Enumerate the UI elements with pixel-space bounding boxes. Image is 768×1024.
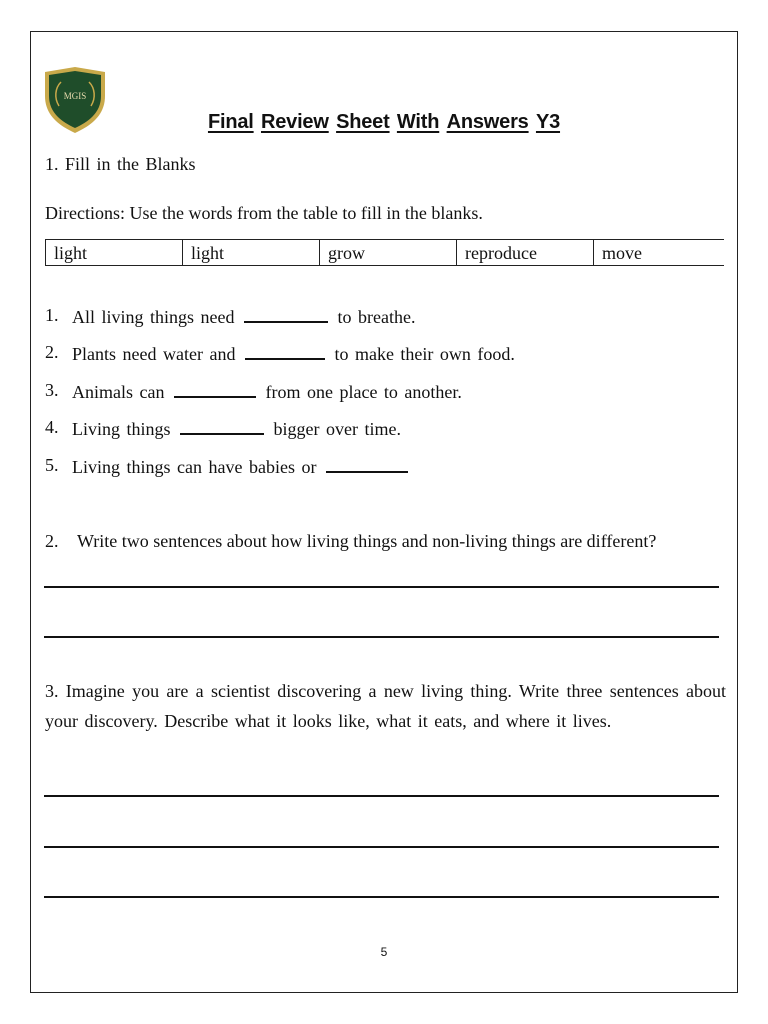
directions-text: Directions: Use the words from the table to fill in the blanks. [45, 203, 483, 223]
word-bank-table [45, 239, 724, 266]
question-text: All living things need [72, 307, 235, 327]
question-text: Living things can have babies or [72, 457, 317, 477]
answer-line[interactable] [44, 636, 719, 638]
question-2 [72, 342, 515, 365]
question-5 [72, 455, 411, 478]
section-1-heading: 1. Fill in the Blanks [45, 154, 196, 174]
question-3 [72, 380, 462, 403]
page-border [30, 31, 738, 993]
word-bank-cell: light [183, 240, 320, 266]
question-number: 3. [45, 380, 59, 400]
title-word: Final [207, 111, 254, 133]
answer-blank[interactable] [245, 342, 325, 360]
answer-line[interactable] [44, 795, 719, 797]
question-text: bigger over time. [273, 419, 401, 439]
answer-line[interactable] [44, 846, 719, 848]
question-text: to breathe. [337, 307, 416, 327]
question-text: from one place to another. [265, 382, 462, 402]
question-number: 2. [45, 342, 59, 362]
title-word: Sheet [336, 111, 390, 133]
section-2-question: Write two sentences about how living things and non-living things are different? [77, 531, 657, 551]
question-text: to make their own food. [334, 344, 515, 364]
title-word: With [396, 111, 440, 133]
page-title [0, 111, 768, 134]
answer-blank[interactable] [326, 455, 408, 473]
word-bank-cell: move [594, 240, 725, 266]
question-text: Animals can [72, 382, 165, 402]
answer-blank[interactable] [180, 417, 264, 435]
page-number: 5 [380, 945, 388, 959]
word-bank-cell: grow [320, 240, 457, 266]
word-bank-cell: light [46, 240, 183, 266]
title-word: Review [260, 111, 329, 133]
answer-line[interactable] [44, 896, 719, 898]
title-word: Answers [446, 111, 529, 133]
answer-line[interactable] [44, 586, 719, 588]
answer-blank[interactable] [244, 305, 328, 323]
question-text: Living things [72, 419, 171, 439]
question-number: 1. [45, 305, 59, 325]
word-bank-cell: reproduce [457, 240, 594, 266]
question-text: Plants need water and [72, 344, 236, 364]
title-word: Y3 [535, 111, 561, 133]
question-1 [72, 305, 415, 328]
question-number: 4. [45, 417, 59, 437]
section-3-prompt: 3. Imagine you are a scientist discovering a new living thing. Write three sentences about your discovery. Describe what it looks like, what it eats, and where it lives. [45, 681, 726, 731]
logo-text: MGIS [63, 91, 87, 101]
answer-blank[interactable] [174, 380, 256, 398]
question-number: 5. [45, 455, 59, 475]
section-2-number: 2. [45, 531, 59, 551]
question-4 [72, 417, 401, 440]
